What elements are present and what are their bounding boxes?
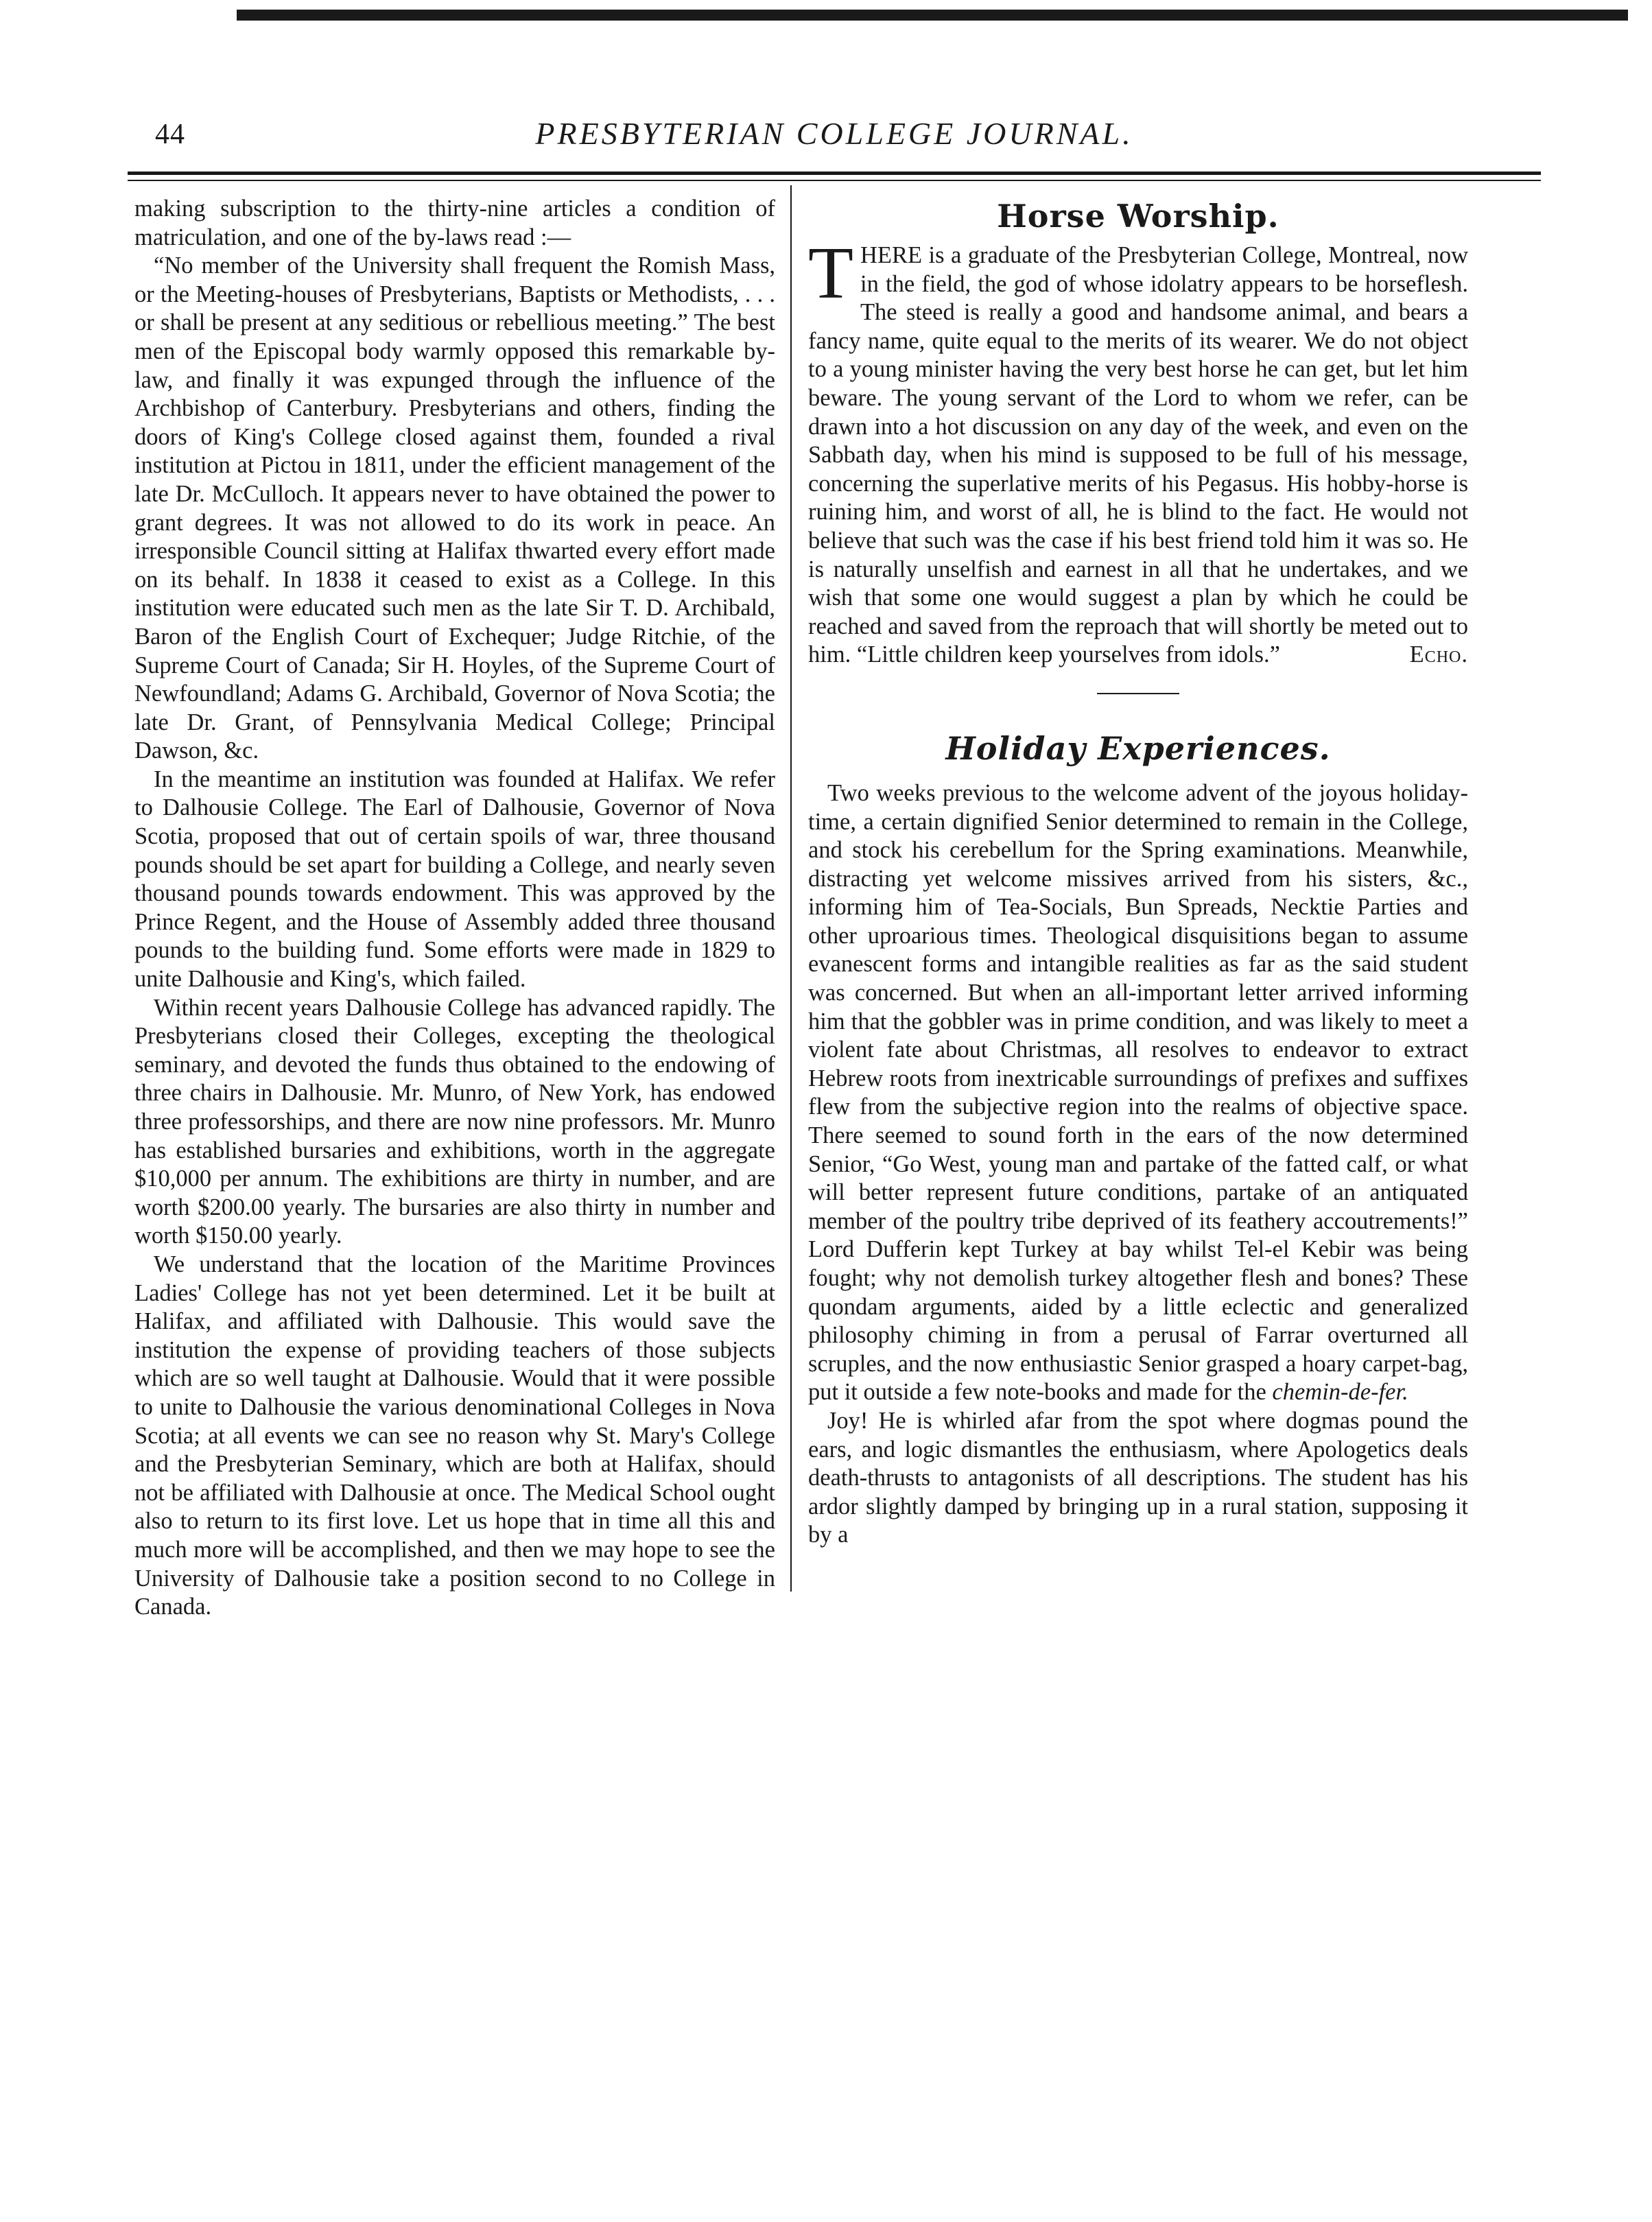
holiday-paragraph — [808, 779, 1468, 1407]
section-heading-holiday-experiences: Holiday Experiences. — [945, 729, 1331, 767]
journal-title: PRESBYTERIAN COLLEGE JOURNAL. — [535, 116, 1133, 151]
italic-term: chemin-de-fer. — [1272, 1379, 1408, 1406]
left-paragraph: In the meantime an institution was founded at Halifax. We refer to Dalhousie College. The Earl of Dalhousie, Governor of Nova Scotia, proposed that out of certain spoils of war, three thousand pounds should be set apart for building a College, and nearly seven thousand pounds towards endowment. This was approved by the Prince Regent, and the House of Assembly added three thousand pounds to the building fund. Some efforts were made in 1829 to unite Dalhousie and King's, which failed. — [134, 766, 775, 993]
horse-worship-body — [808, 233, 1468, 670]
horse-worship-text: HERE is a graduate of the Presbyterian College, Montreal, now in the field, the god of whose idolatry appears to be horseflesh. The steed is really a good and handsome animal, and bears a fancy name, quite equal to the merits of its wearer. We do not object to a young minister having the very best horse he can get, but let him beware. The young servant of the Lord to whom we refer, can be drawn into a hot discussion on any day of the week, and even on the Sabbath day, when his mind is supposed to be full of his message, concerning the superlative merits of his Pegasus. His hobby-horse is ruining him, and worst of all, he is blind to the fact. He would not believe that such was the case if his best friend told him it was so. He is naturally unselfish and earnest in all that he undertakes, and we wish that some one would suggest a plan by which he could be reached and saved from the reproach that will shortly be meted out to him. “Little children keep yourselves from idols.” — [808, 242, 1468, 668]
left-paragraph: “No member of the University shall frequent the Romish Mass, or the Meeting-houses of Presbyterians, Baptists or Methodists, . . . or shall be present at any seditious or rebellious meeting.” The best men of the Episcopal body warmly opposed this remarkable by-law, and finally it was expunged through the influence of the Archbishop of Canterbury. Presbyterians and others, finding the doors of King's College closed against them, founded a rival institution at Pictou in 1811, under the efficient management of the late Dr. McCulloch. It appears never to have obtained the power to grant degrees. It was not allowed to do its work in peace. An irresponsible Council sitting at Halifax thwarted every effort made on its behalf. In 1838 it ceased to exist as a College. In this institution were educated such men as the late Sir T. D. Archibald, Baron of the English Court of Exchequer; Judge Ritchie, of the Supreme Court of Canada; Sir H. Hoyles, of the Supreme Court of Newfoundland; Adams G. Archibald, Governor of Nova Scotia; the late Dr. Grant, of Pennsylvania Medical College; Principal Dawson, &c. — [134, 252, 775, 764]
left-paragraph: Within recent years Dalhousie College has advanced rapidly. The Presbyterians closed their Colleges, excepting the theological seminary, and devoted the funds thus obtained to the endowing of three chairs in Dalhousie. Mr. Munro, of New York, has endowed three professorships, and there are now nine professors. Mr. Munro has established bursaries and exhibitions, worth in the aggregate $10,000 per annum. The exhibitions are thirty in number, and are worth $200.00 yearly. The bursaries are also thirty in number and worth $150.00 yearly. — [134, 994, 775, 1249]
section-heading-horse-worship: Horse Worship. — [997, 198, 1279, 235]
holiday-paragraph: Joy! He is whirled afar from the spot where dogmas pound the ears, and logic dismantles the enthusiasm, where Apologetics deals death-thrusts to antagonists of all descriptions. The student has his ardor slightly damped by bringing up in a rural station, supposing it by a — [808, 1407, 1468, 1548]
header-rule-thick — [128, 172, 1541, 175]
left-paragraph: We understand that the location of the Maritime Provinces Ladies' College has not yet been determined. Let it be built at Halifax, and affiliated with Dalhousie. This would save the institution the expense of providing teachers of those subjects which are so well taught at Dalhousie. Would that it were possible to unite to Dalhousie the various denominational Colleges in Nova Scotia; at all events we can see no reason why St. Mary's College and the Presbyterian Seminary, which are both at Halifax, should not be affiliated with Dalhousie at once. The Medical School ought also to return to its first love. Let us hope that in time all this and much more will be accomplished, and then we may hope to see the University of Dalhousie take a position second to no College in Canada. — [134, 1251, 775, 1620]
left-paragraph: making subscription to the thirty-nine articles a condition of matriculation, and one of the by-laws read :— — [134, 196, 775, 250]
left-column — [134, 195, 775, 1622]
column-divider — [790, 185, 792, 1592]
top-border-bar — [237, 10, 1628, 21]
holiday-paragraph-text: Two weeks previous to the welcome advent of the joyous holiday-time, a certain dignified Senior determined to remain in the College, and stock his cerebellum for the Spring examinations. Meanwhile, distracting yet welcome missives arrived from his sisters, &c., informing him of Tea-Socials, Bun Spreads, Necktie Parties and other uproarious times. Theological disquisitions began to assume evanescent forms and intangible realities as far as the said student was concerned. But when an all-important letter arrived informing him that the gobbler was in prime condition, and was likely to meet a violent fate about Christmas, all resolves to endeavor to extract Hebrew roots from inextricable surroundings of prefixes and suffixes flew from the subjective region into the realms of objective space. There seemed to sound forth in the ears of the now determined Senior, “Go West, young man and partake of the fatted calf, or what will better represent future conditions, partake of an antiquated member of the poultry tribe deprived of its feathery accoutrements!” Lord Dufferin kept Turkey at bay whilst Tel-el Kebir was being fought; why not demolish turkey altogether flesh and bones? These quondam arguments, aided by a little eclectic and generalized philosophy chiming in from a perusal of Farrar overturned all scruples, and the now enthusiastic Senior grasped a hoary carpet-bag, put it outside a few note-books and made for the — [808, 779, 1468, 1406]
header-rule-thin — [128, 180, 1541, 181]
section-divider — [1097, 693, 1179, 694]
drop-cap: T — [808, 233, 853, 314]
right-column — [808, 195, 1468, 1550]
author-signature: Echo. — [1409, 641, 1468, 668]
page-header — [128, 110, 1541, 172]
page-number: 44 — [155, 119, 185, 150]
